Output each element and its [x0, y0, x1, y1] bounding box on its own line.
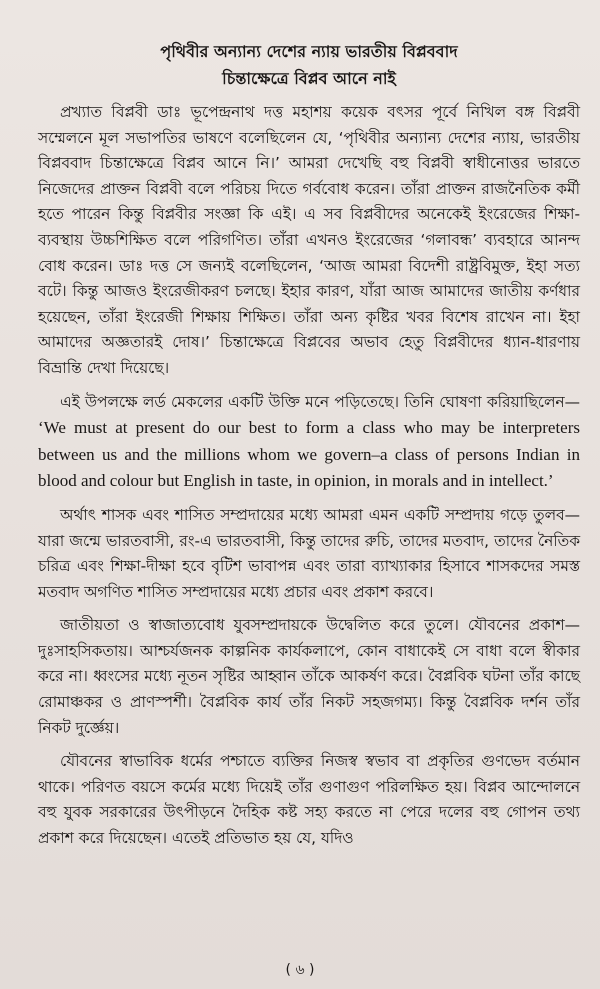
- paragraph-5: যৌবনের স্বাভাবিক ধর্মের পশ্চাতে ব্যক্তির নিজস্ব স্বভাব বা প্রকৃতির গুণভেদ বর্তমান থাকে। পরিণত বয়সে কর্মের মধ্যে দিয়েই তাঁর গুণাগুণ পরিলক্ষিত হয়। বিপ্লব আন্দোলনে বহু যুবক সরকারের উৎপীড়নে দৈহিক কষ্ট সহ্য করতে না পেরে দলের বহু গোপন তথ্য প্রকাশ করে দিয়েছেন। এতেই প্রতিভাত হয় যে, যদিও: [38, 752, 580, 848]
- quote-english-text: ‘We must at present do our best to form a class who may be interpreters between us and the millions whom we govern–a class of persons Indian in blood and colour but English in taste, in opinion, in morals and in intellect.’: [38, 418, 580, 491]
- page-number: ( ৬ ): [285, 962, 315, 978]
- paragraph-3: অর্থাৎ শাসক এবং শাসিত সম্প্রদায়ের মধ্যে আমরা এমন একটি সম্প্রদায় গড়ে তুলব—যারা জন্মে ভারতবাসী, রং-এ ভারতবাসী, কিন্তু তাদের রুচি, তাদের মতবাদ, তাদের নৈতিক চরিত্র এবং শিক্ষা-দীক্ষা হবে বৃটিশ ভাবাপন্ন এবং তারা ব্যাখ্যাকার হিসাবে শাসকদের সমস্ত মতবাদ অগণিত শাসিত সম্প্রদায়ের মধ্যে প্রচার এবং প্রকাশ করবে।: [38, 505, 580, 601]
- paragraph-4: জাতীয়তা ও স্বাজাত্যবোধ যুবসম্প্রদায়কে উদ্বেলিত করে তুলে। যৌবনের প্রকাশ—দুঃসাহসিকতায়। আশ্চর্যজনক কাল্পনিক কার্যকলাপে, কোন বাধাকেই সে বাধা বলে স্বীকার করে না। ধ্বংসের মধ্যে নূতন সৃষ্টির আহ্বান তাঁকে আকর্ষণ করে। বৈপ্লবিক ঘটনা তাঁর কাছে রোমাঞ্চকর ও প্রাণস্পর্শী। বৈপ্লবিক কার্য তাঁর নিকট সহজগম্য। কিন্তু বৈপ্লবিক দর্শন তাঁর নিকট দুর্জ্ঞেয়।: [38, 616, 580, 737]
- quote-intro: এই উপলক্ষে লর্ড মেকলের একটি উক্তি মনে পড়িতেছে। তিনি ঘোষণা করিয়াছিলেন—: [60, 392, 580, 411]
- title-line-1: পৃথিবীর অন্যান্য দেশের ন্যায় ভারতীয় বিপ্লববাদ: [160, 42, 458, 61]
- page-title: [38, 38, 580, 92]
- paragraph-1: প্রখ্যাত বিপ্লবী ডাঃ ভূপেন্দ্রনাথ দত্ত মহাশয় কয়েক বৎসর পূর্বে নিখিল বঙ্গ বিপ্লবী সম্মেলনে মূল সভাপতির ভাষণে বলেছিলেন যে, ‘পৃথিবীর অন্যান্য দেশের ন্যায়, ভারতীয় বিপ্লববাদ চিন্তাক্ষেত্রে বিপ্লব আনে নি।’ আমরা দেখেছি বহু বিপ্লবী স্বাধীনোত্তর ভারতে নিজেদের প্রাক্তন বিপ্লবী বলে পরিচয় দিতে গর্ববোধ করেন। তাঁরা প্রাক্তন রাজনৈতিক কর্মী হতে পারেন কিন্তু বিপ্লবীর সংজ্ঞা কি এই। এ সব বিপ্লবীদের অনেকেই ইংরেজের শিক্ষা-ব্যবস্থায় উচ্চশিক্ষিত বলে পরিগণিত। তাঁরা এখনও ইংরেজের ‘গলাবন্ধ’ ব্যবহারে আনন্দ বোধ করেন। ডাঃ দত্ত সে জন্যই বলেছিলেন, ‘আজ আমরা বিদেশী রাষ্ট্রবিমুক্ত, ইহা সত্য বটে। কিন্তু আজও ইংরেজীকরণ চলছে। ইহার কারণ, যাঁরা আজ আমাদের জাতীয় কর্ণধার হয়েছেন, তাঁরা ইংরেজী শিক্ষায় শিক্ষিত। তাঁরা অন্য কৃষ্টির খবর বিশেষ রাখেন না। ইহা আমাদের অজ্ঞতারই দোষ।’ চিন্তাক্ষেত্রে বিপ্লবের অভাব হেতু বিপ্লবীদের ধ্যান-ধারণায় বিভ্রান্তি দেখা দিয়েছে।: [38, 103, 580, 377]
- title-line-2: চিন্তাক্ষেত্রে বিপ্লব আনে নাই: [222, 69, 396, 88]
- paragraph-macaulay-quote: [38, 390, 580, 495]
